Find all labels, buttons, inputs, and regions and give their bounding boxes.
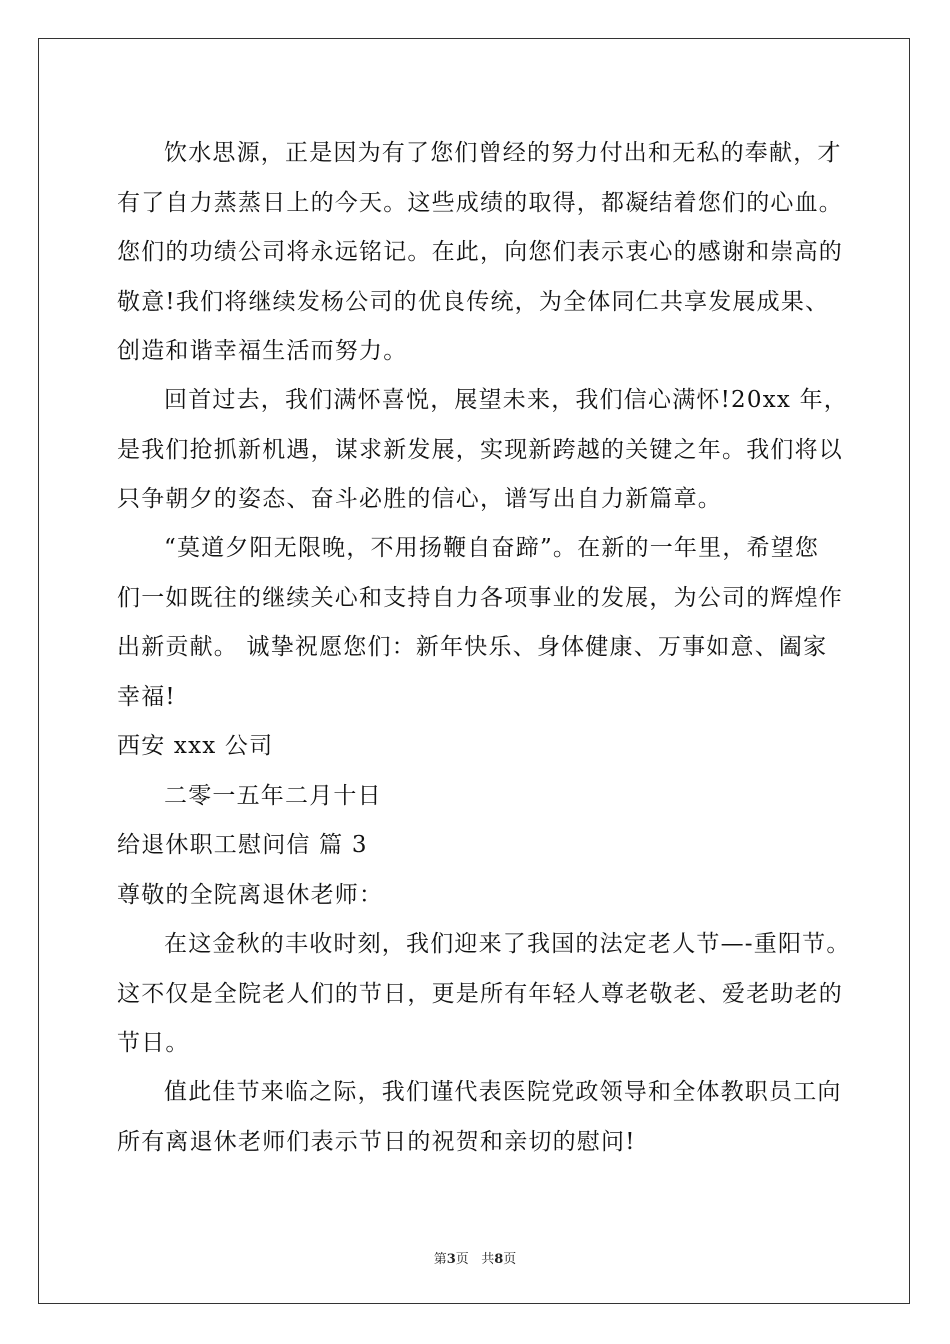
paragraph-line: 只争朝夕的姿态、奋斗必胜的信心，谱写出自力新篇章。 bbox=[117, 486, 722, 512]
paragraph-line: 是我们抢抓新机遇，谋求新发展，实现新跨越的关键之年。我们将以 bbox=[117, 437, 843, 463]
paragraph-line: 这不仅是全院老人们的节日，更是所有年轻人尊老敬老、爱老助老的 bbox=[117, 981, 843, 1007]
paragraph-line: 您们的功绩公司将永远铭记。在此，向您们表示衷心的感谢和崇高的 bbox=[117, 239, 843, 265]
signature-company: 西安 xxx 公司 bbox=[117, 733, 274, 759]
footer-total-suffix: 页 bbox=[503, 1252, 517, 1267]
paragraph-line: 节日。 bbox=[117, 1030, 190, 1056]
paragraph-line: 有了自力蒸蒸日上的今天。这些成绩的取得，都凝结着您们的心血。 bbox=[117, 190, 843, 216]
page-footer bbox=[0, 1248, 950, 1267]
signature-date: 二零一五年二月十日 bbox=[164, 783, 382, 809]
section-title: 给退休职工慰问信 篇 3 bbox=[117, 832, 368, 858]
footer-page-total: 8 bbox=[494, 1252, 504, 1267]
footer-total-prefix: 共 bbox=[481, 1252, 495, 1267]
paragraph-line: 们一如既往的继续关心和支持自力各项事业的发展，为公司的辉煌作 bbox=[117, 585, 843, 611]
paragraph-line: 出新贡献。 诚挚祝愿您们：新年快乐、身体健康、万事如意、阖家 bbox=[117, 634, 828, 660]
footer-page-suffix: 页 bbox=[455, 1252, 469, 1267]
footer-page-current: 3 bbox=[446, 1252, 456, 1267]
paragraph-line: 饮水思源，正是因为有了您们曾经的努力付出和无私的奉献，才 bbox=[164, 140, 842, 166]
paragraph-line: 值此佳节来临之际，我们谨代表医院党政领导和全体教职员工向 bbox=[164, 1079, 842, 1105]
paragraph-line: 敬意!我们将继续发杨公司的优良传统，为全体同仁共享发展成果、 bbox=[117, 289, 830, 315]
paragraph-line: 回首过去，我们满怀喜悦，展望未来，我们信心满怀!20xx 年， bbox=[164, 387, 848, 413]
paragraph-line: 幸福! bbox=[117, 684, 176, 710]
paragraph-line: 创造和谐幸福生活而努力。 bbox=[117, 338, 408, 364]
salutation: 尊敬的全院离退休老师： bbox=[117, 882, 384, 908]
paragraph-line: 在这金秋的丰收时刻，我们迎来了我国的法定老人节—-重阳节。 bbox=[164, 931, 851, 957]
paragraph-line: “莫道夕阳无限晚，不用扬鞭自奋蹄”。在新的一年里，希望您 bbox=[164, 535, 820, 561]
paragraph-line: 所有离退休老师们表示节日的祝贺和亲切的慰问! bbox=[117, 1129, 636, 1155]
page-border bbox=[38, 38, 910, 1304]
footer-page-prefix: 第 bbox=[433, 1252, 447, 1267]
